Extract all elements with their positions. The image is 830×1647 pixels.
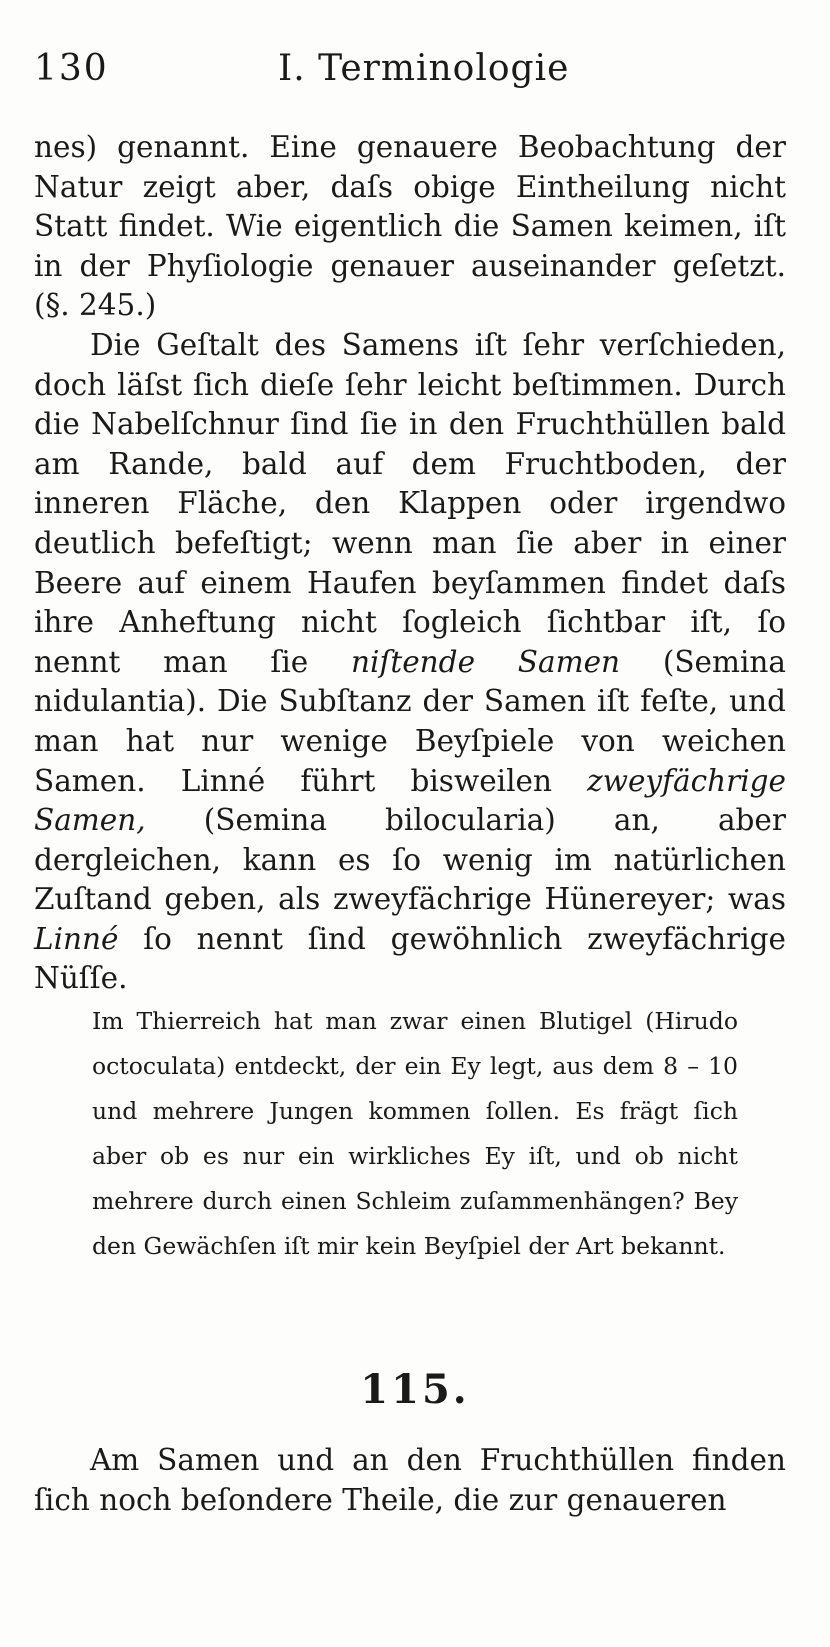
section-text <box>34 1440 786 1520</box>
paragraph-text: ſo nennt ſind gewöhnlich zweyfächrige Nüſſe. <box>34 921 786 996</box>
paragraph-text: Die Geſtalt des Samens iſt ſehr verſchieden, doch läſst ſich dieſe ſehr leicht beſtimmen. Durch die Nabelſchnur ſind ſie in den Fruchthüllen bald am Rande, bald auf dem Fruchtboden, der inneren Fläche, den Klappen oder irgendwo deutlich befeſtigt; wenn man ſie aber in einer Beere auf einem Haufen beyſammen findet daſs ihre Anheftung nicht ſogleich ſichtbar iſt, ſo nennt man ſie <box>34 327 786 679</box>
page-header <box>34 44 790 94</box>
term-italic: niſtende Samen <box>351 644 621 679</box>
page-number: 130 <box>34 48 109 89</box>
note-text: Im Thierreich hat man zwar einen Blutigel (Hirudo octoculata) entdeckt, der ein Ey legt, aus dem 8 – 10 und mehrere Jungen kommen ſollen. Es frägt ſich aber ob es nur ein wirkliches Ey iſt, und ob nicht mehrere durch einen Schleim zuſammenhängen? Bey den Gewächſen iſt mir kein Beyſpiel der Art bekannt. <box>92 1007 738 1260</box>
section-number: 115. <box>360 1366 470 1413</box>
main-text <box>34 128 786 999</box>
term-italic: zweyfächrige Samen, <box>34 763 786 838</box>
paragraph <box>34 326 786 999</box>
paragraph-text: (Semina bilocularia) an, aber dergleichen, kann es ſo wenig im natürlichen Zuſtand geben, als zweyfächrige Hünereyer; was <box>34 803 786 917</box>
name-italic: Linné <box>34 921 119 956</box>
paragraph-text: (Semina nidulantia). Die Subſtanz der Samen iſt feſte, und man hat nur wenige Beyſpiele von weichen Samen. Linné führt bisweilen <box>34 644 786 798</box>
paragraph: nes) genannt. Eine genauere Beobachtung der Natur zeigt aber, daſs obige Eintheilung nicht Statt findet. Wie eigentlich die Samen keimen, iſt in der Phyſiologie genauer auseinander geſetzt. (§. 245.) <box>34 130 786 323</box>
footnote-block <box>92 999 738 1269</box>
chapter-title: I. Terminologie <box>278 48 570 89</box>
paragraph: Am Samen und an den Fruchthüllen finden ſich noch beſondere Theile, die zur genaueren <box>34 1443 786 1517</box>
